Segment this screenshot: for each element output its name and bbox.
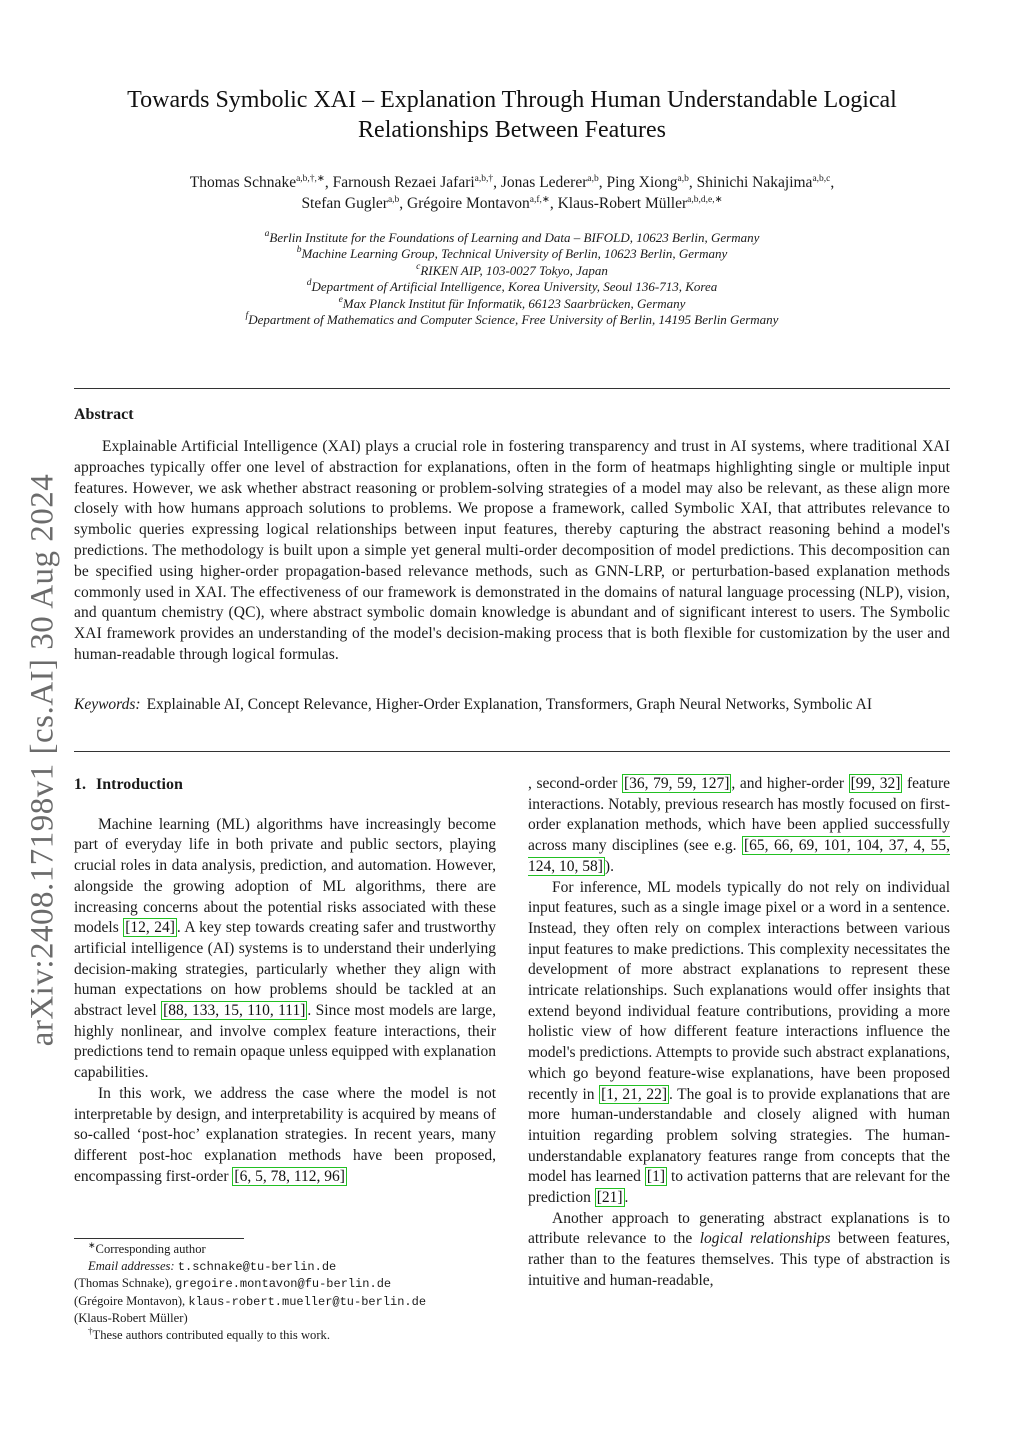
paragraph: In this work, we address the case where the model is not interpretable by design, and interpretability is acquired by means of so-called ‘post-hoc’ explanation strategies. In recent years, many different post-hoc explanation methods have been proposed, encompassing first-order [6, 5, 78, 112, 96]: [74, 1084, 496, 1185]
email-link[interactable]: t.schnake@tu-berlin.de: [177, 1259, 337, 1274]
citation-link[interactable]: [88, 133, 15, 110, 111]: [163, 1002, 306, 1020]
paragraph: Another approach to generating abstract explanations is to attribute relevance to the logical relationships between features, rather than to the features themselves. This type of abstraction is intuitive and human-readable,: [528, 1209, 950, 1289]
left-column: [74, 775, 496, 1187]
affiliation: $^d$Department of Artificial Intelligence, Korea University, Seoul 136-713, Korea: [306, 278, 718, 295]
paragraph-continued: , second-order [36, 79, 59, 127] , and higher-order [99, 32] feature interactions. Notably, previous research has mostly focused on first-order explanation methods, which have been applied successfully across many disciplines (see e.g. [65, 66, 69, 101, 104, 37, 4, 55, 124, 10, 58] ).: [528, 775, 950, 875]
paper-title: [74, 85, 950, 145]
affiliation: $^b$Machine Learning Group, Technical University of Berlin, 10623 Berlin, Germany: [296, 245, 728, 262]
footnote-rule: [74, 1238, 244, 1239]
footnote-equal-contribution: †These authors contributed equally to this work.: [88, 1325, 330, 1342]
citation-link[interactable]: [6, 5, 78, 112, 96]: [234, 1167, 345, 1185]
abstract-bottom-rule: [74, 751, 950, 752]
author: Jonas Lederer$^{a,b}$: [500, 174, 599, 191]
email-link[interactable]: gregoire.montavon@fu-berlin.de: [175, 1277, 392, 1292]
author: Thomas Schnake$^{a,b,\dagger,∗}$: [189, 174, 325, 191]
affiliation: $^e$Max Planck Institut für Informatik, 66123 Saarbrücken, Germany: [338, 294, 686, 311]
footnote-emails: Email addresses: t.schnake@tu-berlin.de: [88, 1258, 337, 1274]
citation-link[interactable]: [21]: [596, 1189, 623, 1207]
author: Ping Xiong$^{a,b}$: [606, 174, 689, 191]
author-list: Thomas Schnake$^{a,b,\dagger,∗}$, Farnoush Rezaei Jafari$^{a,b,\dagger}$, Jonas Lederer$^{a,b}$, Ping Xiong$^{a,b}$, Shinichi Nakajima$^{a,b,c}$, Stefan Gugler$^{a,b}$, Grégoire Montavon$^{a,f,∗}$, Klaus-Robert Müller$^{a,b,d,e,∗}$: [189, 174, 835, 212]
abstract-text: Explainable Artificial Intelligence (XAI) plays a crucial role in fostering transparency and trust in AI systems, where traditional XAI approaches typically offer one level of abstraction for explanations, often in the form of heatmaps highlighting single or multiple input features. However, we ask whether abstract reasoning or problem-solving strategies of a model may also be relevant, as these align more closely with how humans approach solutions to problems. We propose a framework, called Symbolic XAI, that attributes relevance to symbolic queries expressing logical relationships between input features, thereby capturing the abstract reasoning behind a model's predictions. The methodology is built upon a simple yet general multi-order decomposition of model predictions. This decomposition can be specified using higher-order propagation-based relevance methods, such as GNN-LRP, or perturbation-based explanation methods commonly used in XAI. The effectiveness of our framework is demonstrated in the domains of natural language processing (NLP), vision, and quantum chemistry (QC), where abstract symbolic domain knowledge is abundant and of significant interest to users. The Symbolic XAI framework provides an understanding of the model's decision-making process that is both flexible for customization by the user and human-readable through logical formulas.: [74, 438, 950, 663]
citation-link[interactable]: [99, 32]: [850, 775, 901, 792]
citation-link[interactable]: [1, 21, 22]: [601, 1085, 667, 1103]
title-line-2: Relationships Between Features: [358, 117, 666, 143]
paragraph: For inference, ML models typically do not rely on individual input features, such as a single image pixel or a word in a sentence. Instead, they often rely on complex interactions between various input features to make predictions. This complexity necessitates the development of more abstract explanations to represent these intricate relationships. Such explanations would offer insights that extend beyond individual feature contributions, providing a more holistic view of how different feature interactions influence the model's predictions. Attempts to provide such abstract explanations, which go beyond feature-wise explanations, have been proposed recently in [1, 21, 22] . The goal is to provide explanations that are more human-understandable and closely aligned with human intuition regarding problem solving strategies. The human-understandable explanatory features range from concepts that the model has learned [1] to activation patterns that are relevant for the prediction [21] .: [528, 878, 951, 1207]
affiliation: $^f$Department of Mathematics and Computer Science, Free University of Berlin, 14195 Berlin Germany: [245, 311, 779, 328]
author: Stefan Gugler$^{a,b}$: [301, 195, 400, 212]
affiliation: $^c$RIKEN AIP, 103-0027 Tokyo, Japan: [416, 261, 608, 278]
keywords-text: Explainable AI, Concept Relevance, Higher-Order Explanation, Transformers, Graph Neural Networks, Symbolic AI: [146, 696, 873, 713]
citation-link[interactable]: [65, 66, 69, 101, 104, 37, 4, 55, 124, 10, 58]: [528, 837, 950, 875]
author: Grégoire Montavon$^{a,f,∗}$: [407, 195, 550, 212]
affiliation: $^a$Berlin Institute for the Foundations of Learning and Data – BIFOLD, 10623 Berlin, Germany: [264, 229, 760, 245]
keywords: [74, 695, 950, 716]
affiliations: [74, 230, 950, 328]
citation-link[interactable]: [36, 79, 59, 127]: [623, 775, 730, 792]
section-heading-introduction: 1. Introduction: [74, 776, 183, 793]
keywords-label: Keywords:: [74, 696, 141, 713]
abstract-top-rule: [74, 388, 950, 389]
author: Shinichi Nakajima$^{a,b,c}$: [696, 174, 831, 191]
citation-link[interactable]: [1]: [646, 1168, 665, 1186]
author: Klaus-Robert Müller$^{a,b,d,e,∗}$: [557, 195, 723, 212]
arxiv-identifier: arXiv:2408.17198v1 [cs.AI] 30 Aug 2024: [24, 473, 61, 1047]
author: Farnoush Rezaei Jafari$^{a,b,\dagger}$: [332, 174, 494, 191]
footnotes: ∗Corresponding author Email addresses: t.schnake@tu-berlin.de (Thomas Schnake), gregoire.montavon@fu-berlin.de (Grégoire Montavon), klaus-robert.mueller@tu-berlin.de (Klaus-Robert Müller) †These authors contributed equally to this work.: [74, 1241, 504, 1344]
title-line-1: Towards Symbolic XAI – Explanation Through Human Understandable Logical: [127, 87, 897, 113]
email-link[interactable]: klaus-robert.mueller@tu-berlin.de: [188, 1294, 427, 1309]
footnote-corresponding: ∗Corresponding author: [88, 1240, 206, 1256]
right-column: [528, 774, 950, 1292]
citation-link[interactable]: [12, 24]: [125, 919, 175, 937]
abstract-heading: Abstract: [74, 406, 134, 423]
paragraph: Machine learning (ML) algorithms have increasingly become part of everyday life in both private and public sectors, playing crucial roles in data analysis, prediction, and automation. However, alongside the growing adoption of ML algorithms, there are increasing concerns about the potential risks associated with these models [12, 24] . A key step towards creating safer and trustworthy artificial intelligence (AI) systems is to understand their underlying decision-making strategies, particularly whether they align with human expectations on how problems should be tackled at an abstract level [88, 133, 15, 110, 111] . Since most models are large, highly nonlinear, and involve complex feature interactions, their predictions tend to remain opaque unless equipped with explanation capabilities.: [74, 815, 497, 1082]
